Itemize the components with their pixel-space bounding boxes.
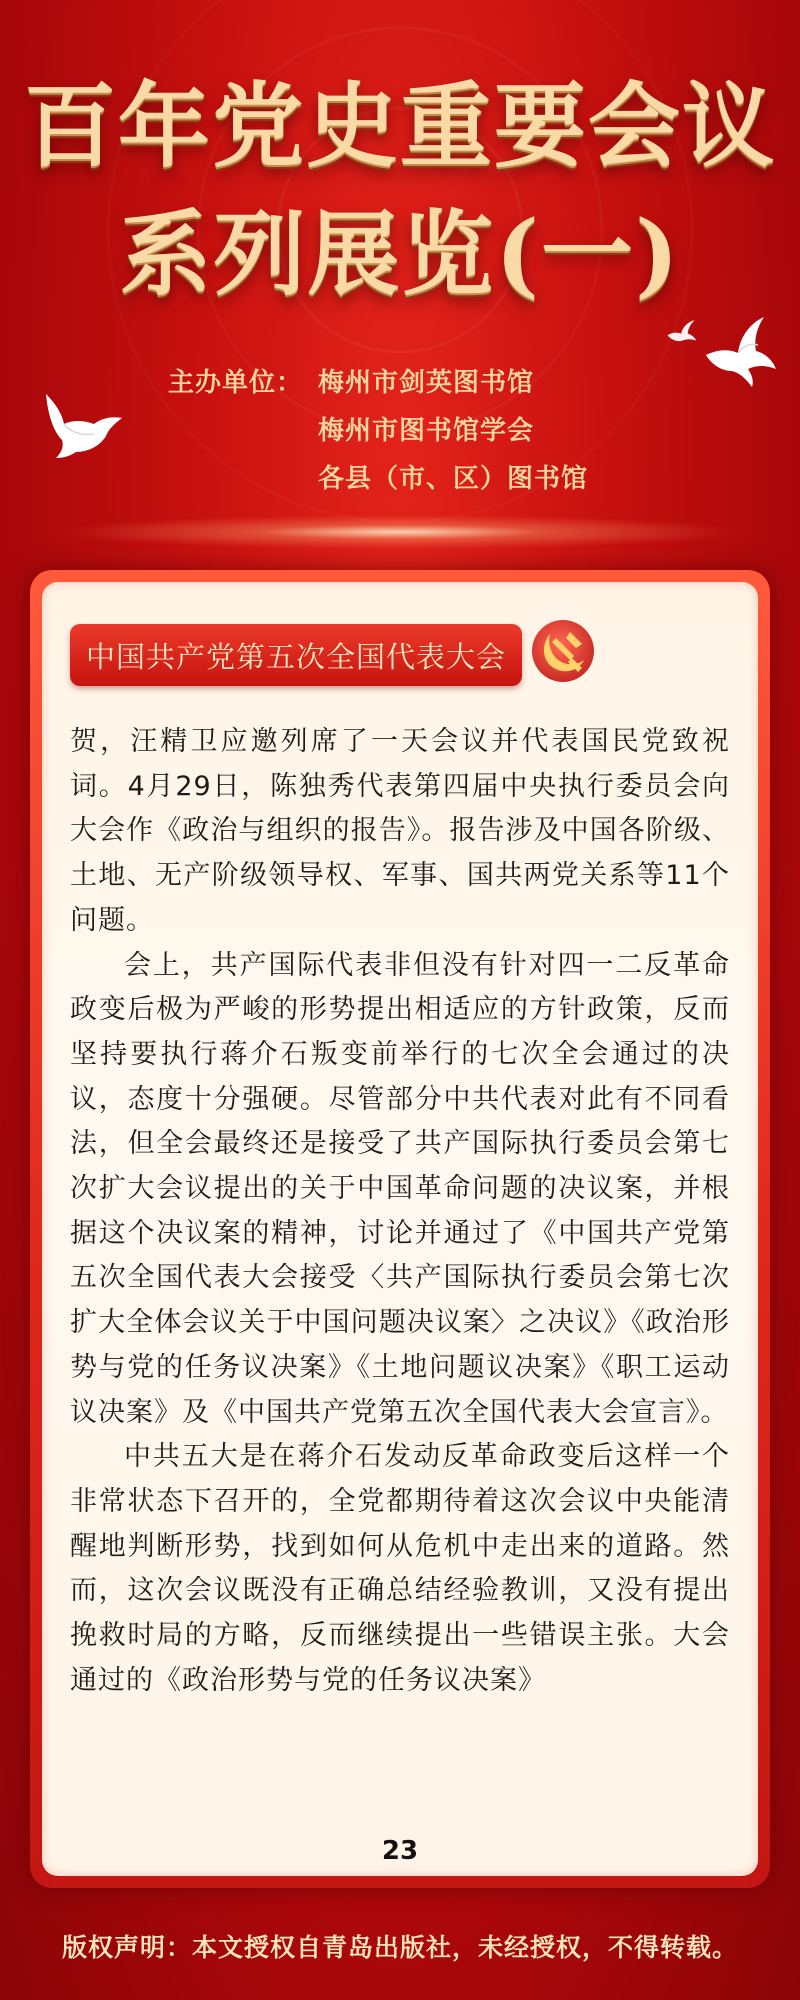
organizer-2: 梅州市图书馆学会 — [318, 416, 535, 446]
organizer-3: 各县（市、区）图书馆 — [318, 464, 589, 494]
organizer-1: 梅州市剑英图书馆 — [318, 368, 535, 398]
article-body — [70, 720, 730, 1703]
section-title-banner — [70, 624, 522, 686]
dove-icon — [36, 388, 124, 460]
copyright-notice: 版权声明：本文授权自青岛出版社，未经授权，不得转载。 — [61, 1933, 738, 1962]
paragraph: 贺，汪精卫应邀列席了一天会议并代表国民党致祝词。4月29日，陈独秀代表第四届中央执行委员会向大会作《政治与组织的报告》。报告涉及中国各阶级、土地、无产阶级领导权、军事、国共两党关系等11个问题。 — [70, 726, 730, 936]
dove-icon — [664, 318, 698, 346]
title-line-1: 百年党史重要会议 — [23, 72, 776, 180]
page-number: 23 — [381, 1836, 419, 1866]
party-emblem-icon — [530, 618, 596, 684]
paragraph: 中共五大是在蒋介石发动反革命政变后这样一个非常状态下召开的，全党都期待着这次会议中央能清醒地判断形势，找到如何从危机中走出来的道路。然而，这次会议既没有正确总结经验教训，又没有提出挽救时局的方略，反而继续提出一些错误主张。大会通过的《政治形势与党的任务议决案》 — [70, 1441, 730, 1696]
dove-icon — [700, 315, 780, 389]
organizer-label: 主办单位： — [168, 368, 304, 398]
section-title: 中国共产党第五次全国代表大会 — [85, 639, 506, 674]
paragraph: 会上，共产国际代表非但没有针对四一二反革命政变后极为严峻的形势提出相适应的方针政策，反而坚持要执行蒋介石叛变前举行的七次全会通过的决议，态度十分强硬。尽管部分中共代表对此有不同看法，但全会最终还是接受了共产国际执行委员会第七次扩大会议提出的关于中国革命问题的决议案，并根据这个决议案的精神，讨论并通过了《中国共产党第五次全国代表大会接受〈共产国际执行委员会第七次扩大全体会议关于中国问题决议案〉之决议》《政治形势与党的任务议决案》《土地问题议决案》《职工运动议决案》及《中国共产党第五次全国代表大会宣言》。 — [70, 949, 730, 1428]
glow-divider — [0, 512, 800, 552]
title-line-2: 系列展览(一) — [119, 200, 681, 308]
